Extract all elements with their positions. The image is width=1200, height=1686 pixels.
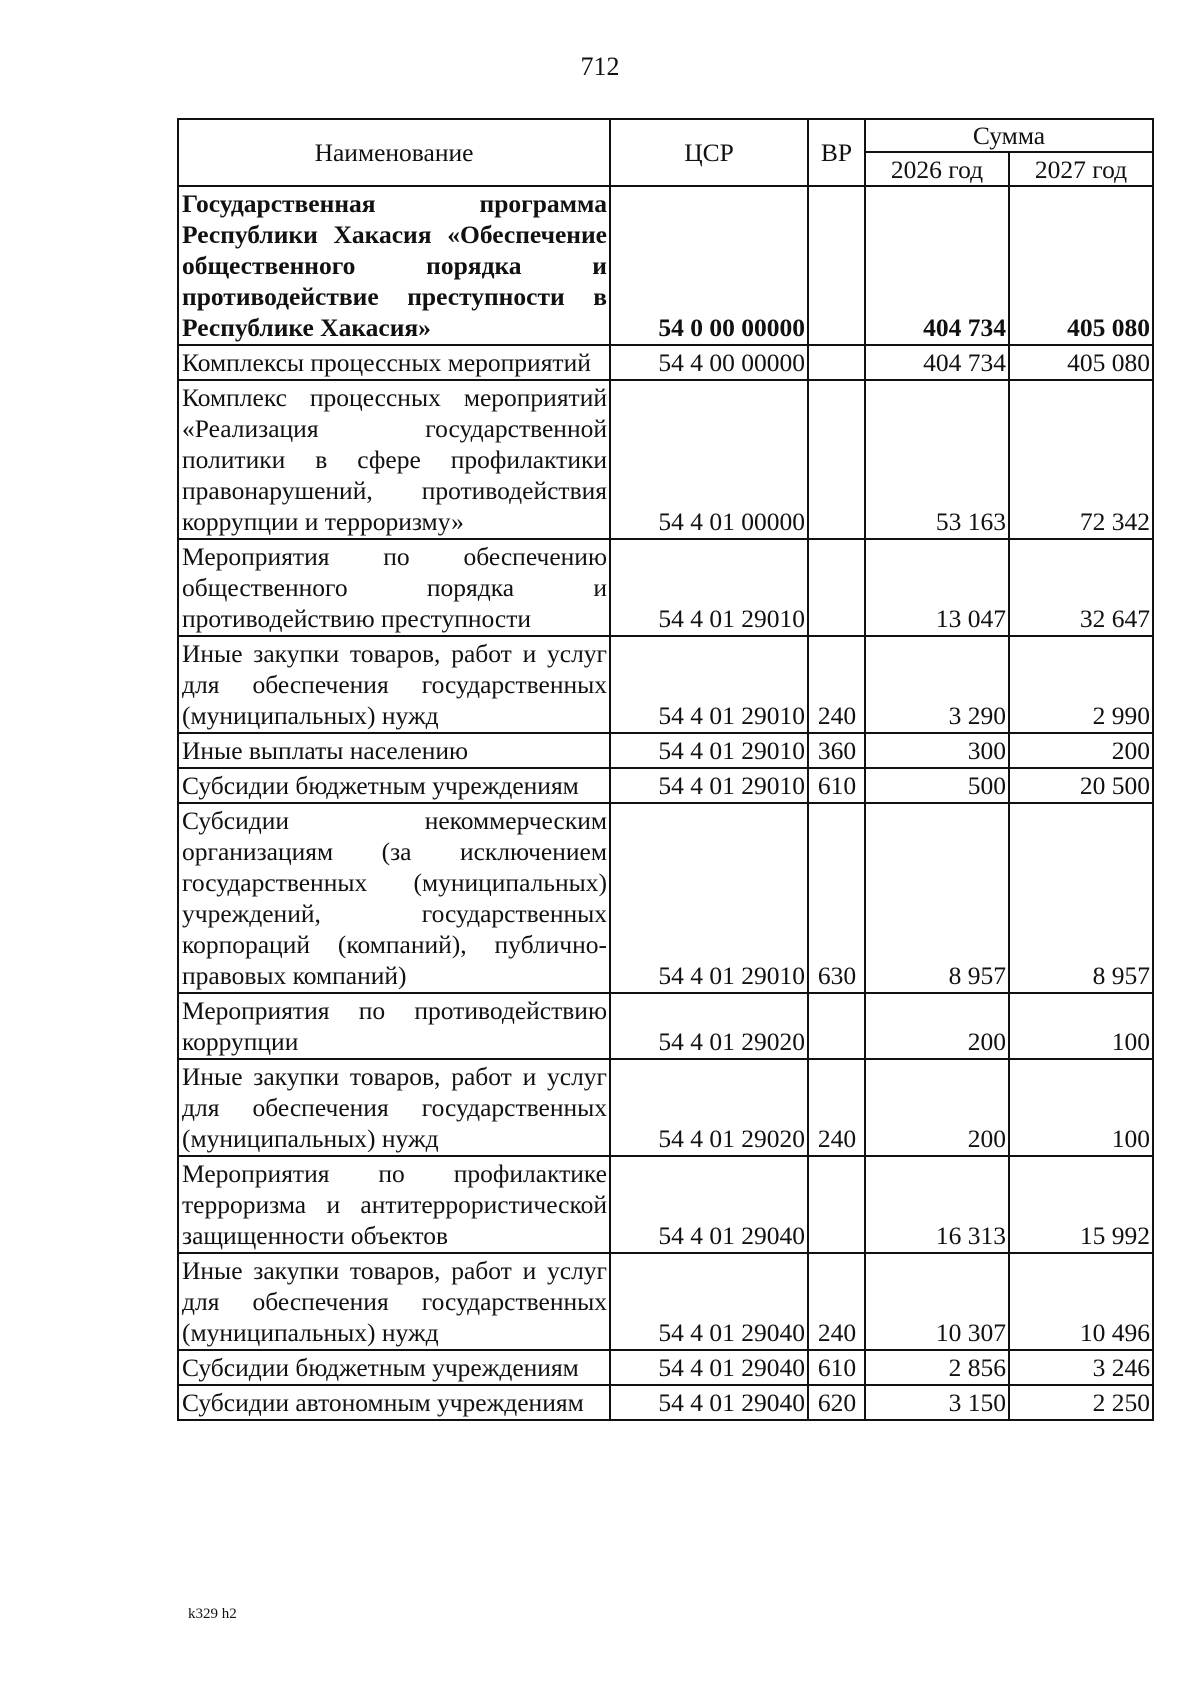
row-csr-cell: 54 4 01 29010 bbox=[610, 768, 808, 803]
row-name-cell: Субсидии бюджетным учреждениям bbox=[178, 1350, 610, 1385]
row-2027-amount-cell: 2 250 bbox=[1009, 1385, 1153, 1420]
header-name: Наименование bbox=[178, 119, 610, 186]
row-name-cell: Иные закупки товаров, работ и услуг для обеспечения государственных (муниципальных) нужд bbox=[178, 1253, 610, 1350]
row-name-cell: Государственная программа Республики Хакасия «Обеспечение общественного порядка и противодействие преступности в Республике Хакасия» bbox=[178, 186, 610, 345]
row-csr-cell: 54 4 01 29010 bbox=[610, 803, 808, 993]
row-name-cell: Иные выплаты населению bbox=[178, 733, 610, 768]
row-name-cell: Субсидии автономным учреждениям bbox=[178, 1385, 610, 1420]
row-name-cell: Мероприятия по противодействию коррупции bbox=[178, 993, 610, 1059]
row-vr-cell bbox=[808, 993, 865, 1059]
header-year-2027: 2027 год bbox=[1009, 152, 1153, 186]
row-name-cell: Субсидии бюджетным учреждениям bbox=[178, 768, 610, 803]
table-row bbox=[178, 1350, 1153, 1385]
footer-code: k329 h2 bbox=[188, 1606, 237, 1622]
table-row bbox=[178, 539, 1153, 636]
row-vr-cell: 630 bbox=[808, 803, 865, 993]
row-2027-amount-cell: 10 496 bbox=[1009, 1253, 1153, 1350]
row-2026-amount-cell: 2 856 bbox=[865, 1350, 1009, 1385]
row-csr-cell: 54 4 01 29020 bbox=[610, 1059, 808, 1156]
table-row bbox=[178, 186, 1153, 345]
table-row bbox=[178, 768, 1153, 803]
table-row bbox=[178, 733, 1153, 768]
row-vr-cell: 240 bbox=[808, 1253, 865, 1350]
table-row bbox=[178, 380, 1153, 539]
row-vr-cell: 240 bbox=[808, 1059, 865, 1156]
header-year-2026: 2026 год bbox=[865, 152, 1009, 186]
table-row bbox=[178, 803, 1153, 993]
row-2026-amount-cell: 500 bbox=[865, 768, 1009, 803]
row-vr-cell: 240 bbox=[808, 636, 865, 733]
row-2026-amount-cell: 3 150 bbox=[865, 1385, 1009, 1420]
row-2027-amount-cell: 20 500 bbox=[1009, 768, 1153, 803]
table-row bbox=[178, 1385, 1153, 1420]
row-csr-cell: 54 4 01 29010 bbox=[610, 733, 808, 768]
row-name-cell: Иные закупки товаров, работ и услуг для обеспечения государственных (муниципальных) нужд bbox=[178, 636, 610, 733]
table-row bbox=[178, 1156, 1153, 1253]
row-2027-amount-cell: 100 bbox=[1009, 993, 1153, 1059]
table-body bbox=[178, 186, 1153, 1420]
row-csr-cell: 54 4 01 29010 bbox=[610, 636, 808, 733]
row-2026-amount-cell: 13 047 bbox=[865, 539, 1009, 636]
row-2026-amount-cell: 8 957 bbox=[865, 803, 1009, 993]
row-vr-cell bbox=[808, 380, 865, 539]
row-2026-amount-cell: 200 bbox=[865, 993, 1009, 1059]
row-csr-cell: 54 4 01 29040 bbox=[610, 1156, 808, 1253]
row-name-cell: Комплексы процессных мероприятий bbox=[178, 345, 610, 380]
row-2027-amount-cell: 405 080 bbox=[1009, 186, 1153, 345]
header-sum: Сумма bbox=[865, 119, 1153, 152]
row-2026-amount-cell: 3 290 bbox=[865, 636, 1009, 733]
row-2027-amount-cell: 72 342 bbox=[1009, 380, 1153, 539]
row-2027-amount-cell: 100 bbox=[1009, 1059, 1153, 1156]
row-2026-amount-cell: 404 734 bbox=[865, 186, 1009, 345]
page-number: 712 bbox=[580, 52, 620, 81]
row-csr-cell: 54 0 00 00000 bbox=[610, 186, 808, 345]
row-vr-cell bbox=[808, 345, 865, 380]
row-vr-cell bbox=[808, 1156, 865, 1253]
row-vr-cell: 360 bbox=[808, 733, 865, 768]
row-csr-cell: 54 4 01 29010 bbox=[610, 539, 808, 636]
row-2026-amount-cell: 16 313 bbox=[865, 1156, 1009, 1253]
row-name-cell: Субсидии некоммерческим организациям (за исключением государственных (муниципальных) учреждений, государственных корпораций (компаний), публично-правовых компаний) bbox=[178, 803, 610, 993]
row-csr-cell: 54 4 01 29020 bbox=[610, 993, 808, 1059]
table-row bbox=[178, 636, 1153, 733]
row-2027-amount-cell: 8 957 bbox=[1009, 803, 1153, 993]
table-row bbox=[178, 1059, 1153, 1156]
row-csr-cell: 54 4 01 29040 bbox=[610, 1385, 808, 1420]
row-2026-amount-cell: 300 bbox=[865, 733, 1009, 768]
row-2027-amount-cell: 3 246 bbox=[1009, 1350, 1153, 1385]
table-row bbox=[178, 345, 1153, 380]
row-csr-cell: 54 4 00 00000 bbox=[610, 345, 808, 380]
row-vr-cell: 610 bbox=[808, 768, 865, 803]
row-vr-cell: 620 bbox=[808, 1385, 865, 1420]
row-csr-cell: 54 4 01 00000 bbox=[610, 380, 808, 539]
row-2027-amount-cell: 2 990 bbox=[1009, 636, 1153, 733]
row-2026-amount-cell: 53 163 bbox=[865, 380, 1009, 539]
row-2027-amount-cell: 200 bbox=[1009, 733, 1153, 768]
row-name-cell: Комплекс процессных мероприятий «Реализация государственной политики в сфере профилактики правонарушений, противодействия коррупции и терроризму» bbox=[178, 380, 610, 539]
header-vr: ВР bbox=[808, 119, 865, 186]
header-csr: ЦСР bbox=[610, 119, 808, 186]
row-2027-amount-cell: 32 647 bbox=[1009, 539, 1153, 636]
row-vr-cell bbox=[808, 539, 865, 636]
row-vr-cell bbox=[808, 186, 865, 345]
row-name-cell: Мероприятия по профилактике терроризма и антитеррористической защищенности объектов bbox=[178, 1156, 610, 1253]
table-row bbox=[178, 1253, 1153, 1350]
row-name-cell: Мероприятия по обеспечению общественного порядка и противодействию преступности bbox=[178, 539, 610, 636]
budget-table bbox=[177, 118, 1154, 1421]
row-2026-amount-cell: 10 307 bbox=[865, 1253, 1009, 1350]
row-2027-amount-cell: 405 080 bbox=[1009, 345, 1153, 380]
row-2026-amount-cell: 200 bbox=[865, 1059, 1009, 1156]
table-header bbox=[178, 119, 1153, 186]
table-row bbox=[178, 993, 1153, 1059]
row-vr-cell: 610 bbox=[808, 1350, 865, 1385]
row-2026-amount-cell: 404 734 bbox=[865, 345, 1009, 380]
row-csr-cell: 54 4 01 29040 bbox=[610, 1253, 808, 1350]
row-name-cell: Иные закупки товаров, работ и услуг для обеспечения государственных (муниципальных) нужд bbox=[178, 1059, 610, 1156]
row-2027-amount-cell: 15 992 bbox=[1009, 1156, 1153, 1253]
row-csr-cell: 54 4 01 29040 bbox=[610, 1350, 808, 1385]
